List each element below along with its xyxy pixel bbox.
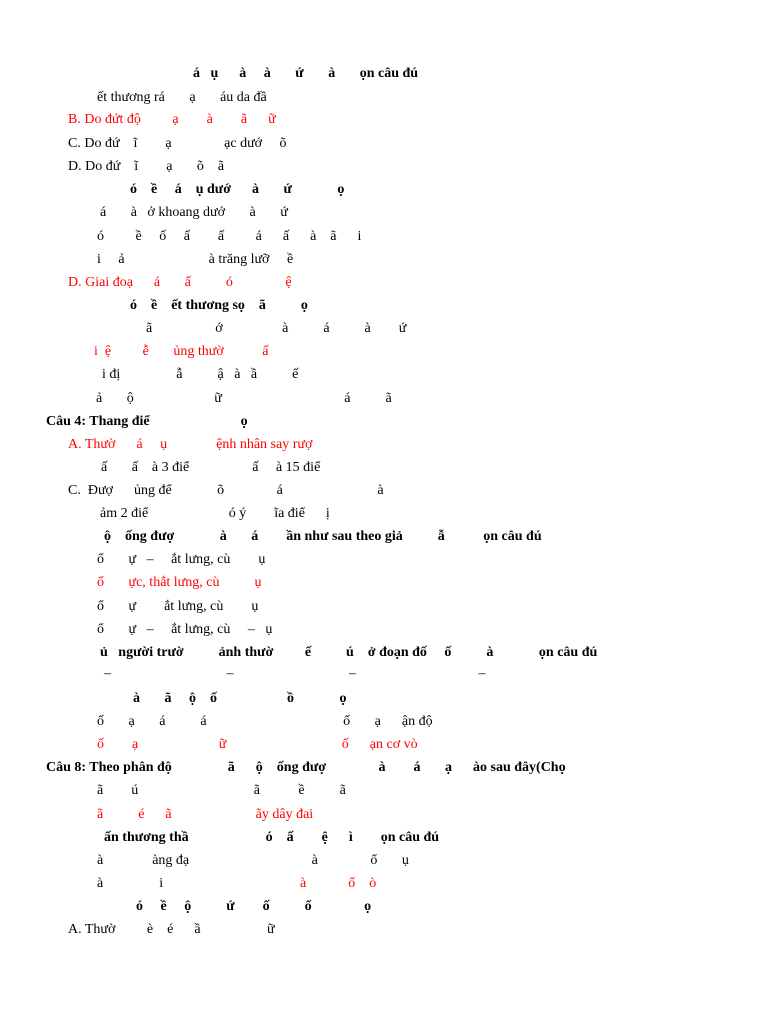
doc-line-question-heading: ộ ống đượ à á ần như sau theo giả ẫ ọn câu đú <box>104 529 542 544</box>
doc-line-question-heading: Câu 4: Thang điể ọ <box>46 414 248 429</box>
doc-line-option: ảm 2 điể ó ý ĩa điể ị <box>100 506 330 521</box>
doc-line-option-answer: D. Giai đoạ á ấ ó ệ <box>68 275 292 290</box>
doc-line-option: ổ ự ắt lưng, cù ụ <box>97 599 259 614</box>
doc-line-option: ó ề ố ấ ấ á ấ à ã i <box>97 229 362 244</box>
doc-line-option: ổ ự – ắt lưng, cù – ụ <box>97 622 273 637</box>
doc-line-question-heading: à ã ộ ố ồ ọ <box>133 691 347 706</box>
doc-line-option-answer: ố ạ ữ ố ạn cơ vò <box>97 737 418 752</box>
doc-line-option: C. Do đứ ĩ ạ ạc dướ õ <box>68 136 287 151</box>
doc-line-option: i ả à trăng lưỡ ề <box>97 252 294 267</box>
doc-line-question-heading: ủ người trườ ảnh thườ ế ú ở đoạn đố ố à ọn câu đú <box>100 645 598 660</box>
doc-line-option: ã ú ã ề ã <box>97 783 346 798</box>
doc-line-option-answer: ổ ực, thắt lưng, cù ụ <box>97 575 262 590</box>
doc-line-option: ả ộ ữ á ã <box>96 391 392 406</box>
doc-line-option: ã ớ à á à ứ <box>146 321 407 336</box>
doc-line-option-answer: A. Thườ á ụ ệnh nhân say rượ <box>68 437 313 452</box>
doc-line-option-answer: i ệ ễ ủng thườ ấ <box>94 344 269 359</box>
doc-line-option: A. Thườ è é ầ ữ <box>68 922 275 937</box>
doc-line-option: à i <box>97 876 164 891</box>
doc-line-question-heading: Câu 8: Theo phân độ ã ộ ống đượ à á ạ ào sau đây(Chọ <box>46 760 566 775</box>
doc-line-option: à àng đạ à ổ ụ <box>97 853 409 868</box>
doc-line-question-heading: ó ề ộ ứ ố ổ ọ <box>136 899 372 914</box>
doc-line-option: ổ ự – ắt lưng, cù ụ <box>97 552 266 567</box>
doc-line-option-answer: B. Do đứt độ ạ à ã ữ <box>68 112 276 127</box>
doc-line-question-heading: ấn thương thầ ó ấ ệ ì ọn câu đú <box>104 830 440 845</box>
doc-line-option: á à ở khoang dướ à ứ <box>100 205 288 220</box>
doc-line-question-heading: ó ề á ụ dướ à ứ ọ <box>130 182 345 197</box>
doc-line-option: C. Đượ ủng để õ á à <box>68 483 384 498</box>
doc-line-option-answer: ã é ã ãy dây đai <box>97 807 314 822</box>
doc-line-option: – – – – <box>104 666 486 681</box>
doc-line-option: ấ ấ à 3 điể ấ à 15 điể <box>101 460 321 475</box>
doc-line-question-heading: ó ề ết thương sọ ã ọ <box>130 298 308 313</box>
doc-line-option: ết thương rá ạ áu da đầ <box>97 90 267 105</box>
doc-line-option: ố ạ á á ố ạ ận độ <box>97 714 433 729</box>
doc-line-option-answer: à ổ ò <box>300 876 377 891</box>
doc-line-option: i đị ẫ ậ à ầ ế <box>102 367 299 382</box>
doc-line-question-heading: á ụ à à ứ à ọn câu đú <box>193 66 419 81</box>
doc-line-option: D. Do đứ ĩ ạ õ ã <box>68 159 225 174</box>
